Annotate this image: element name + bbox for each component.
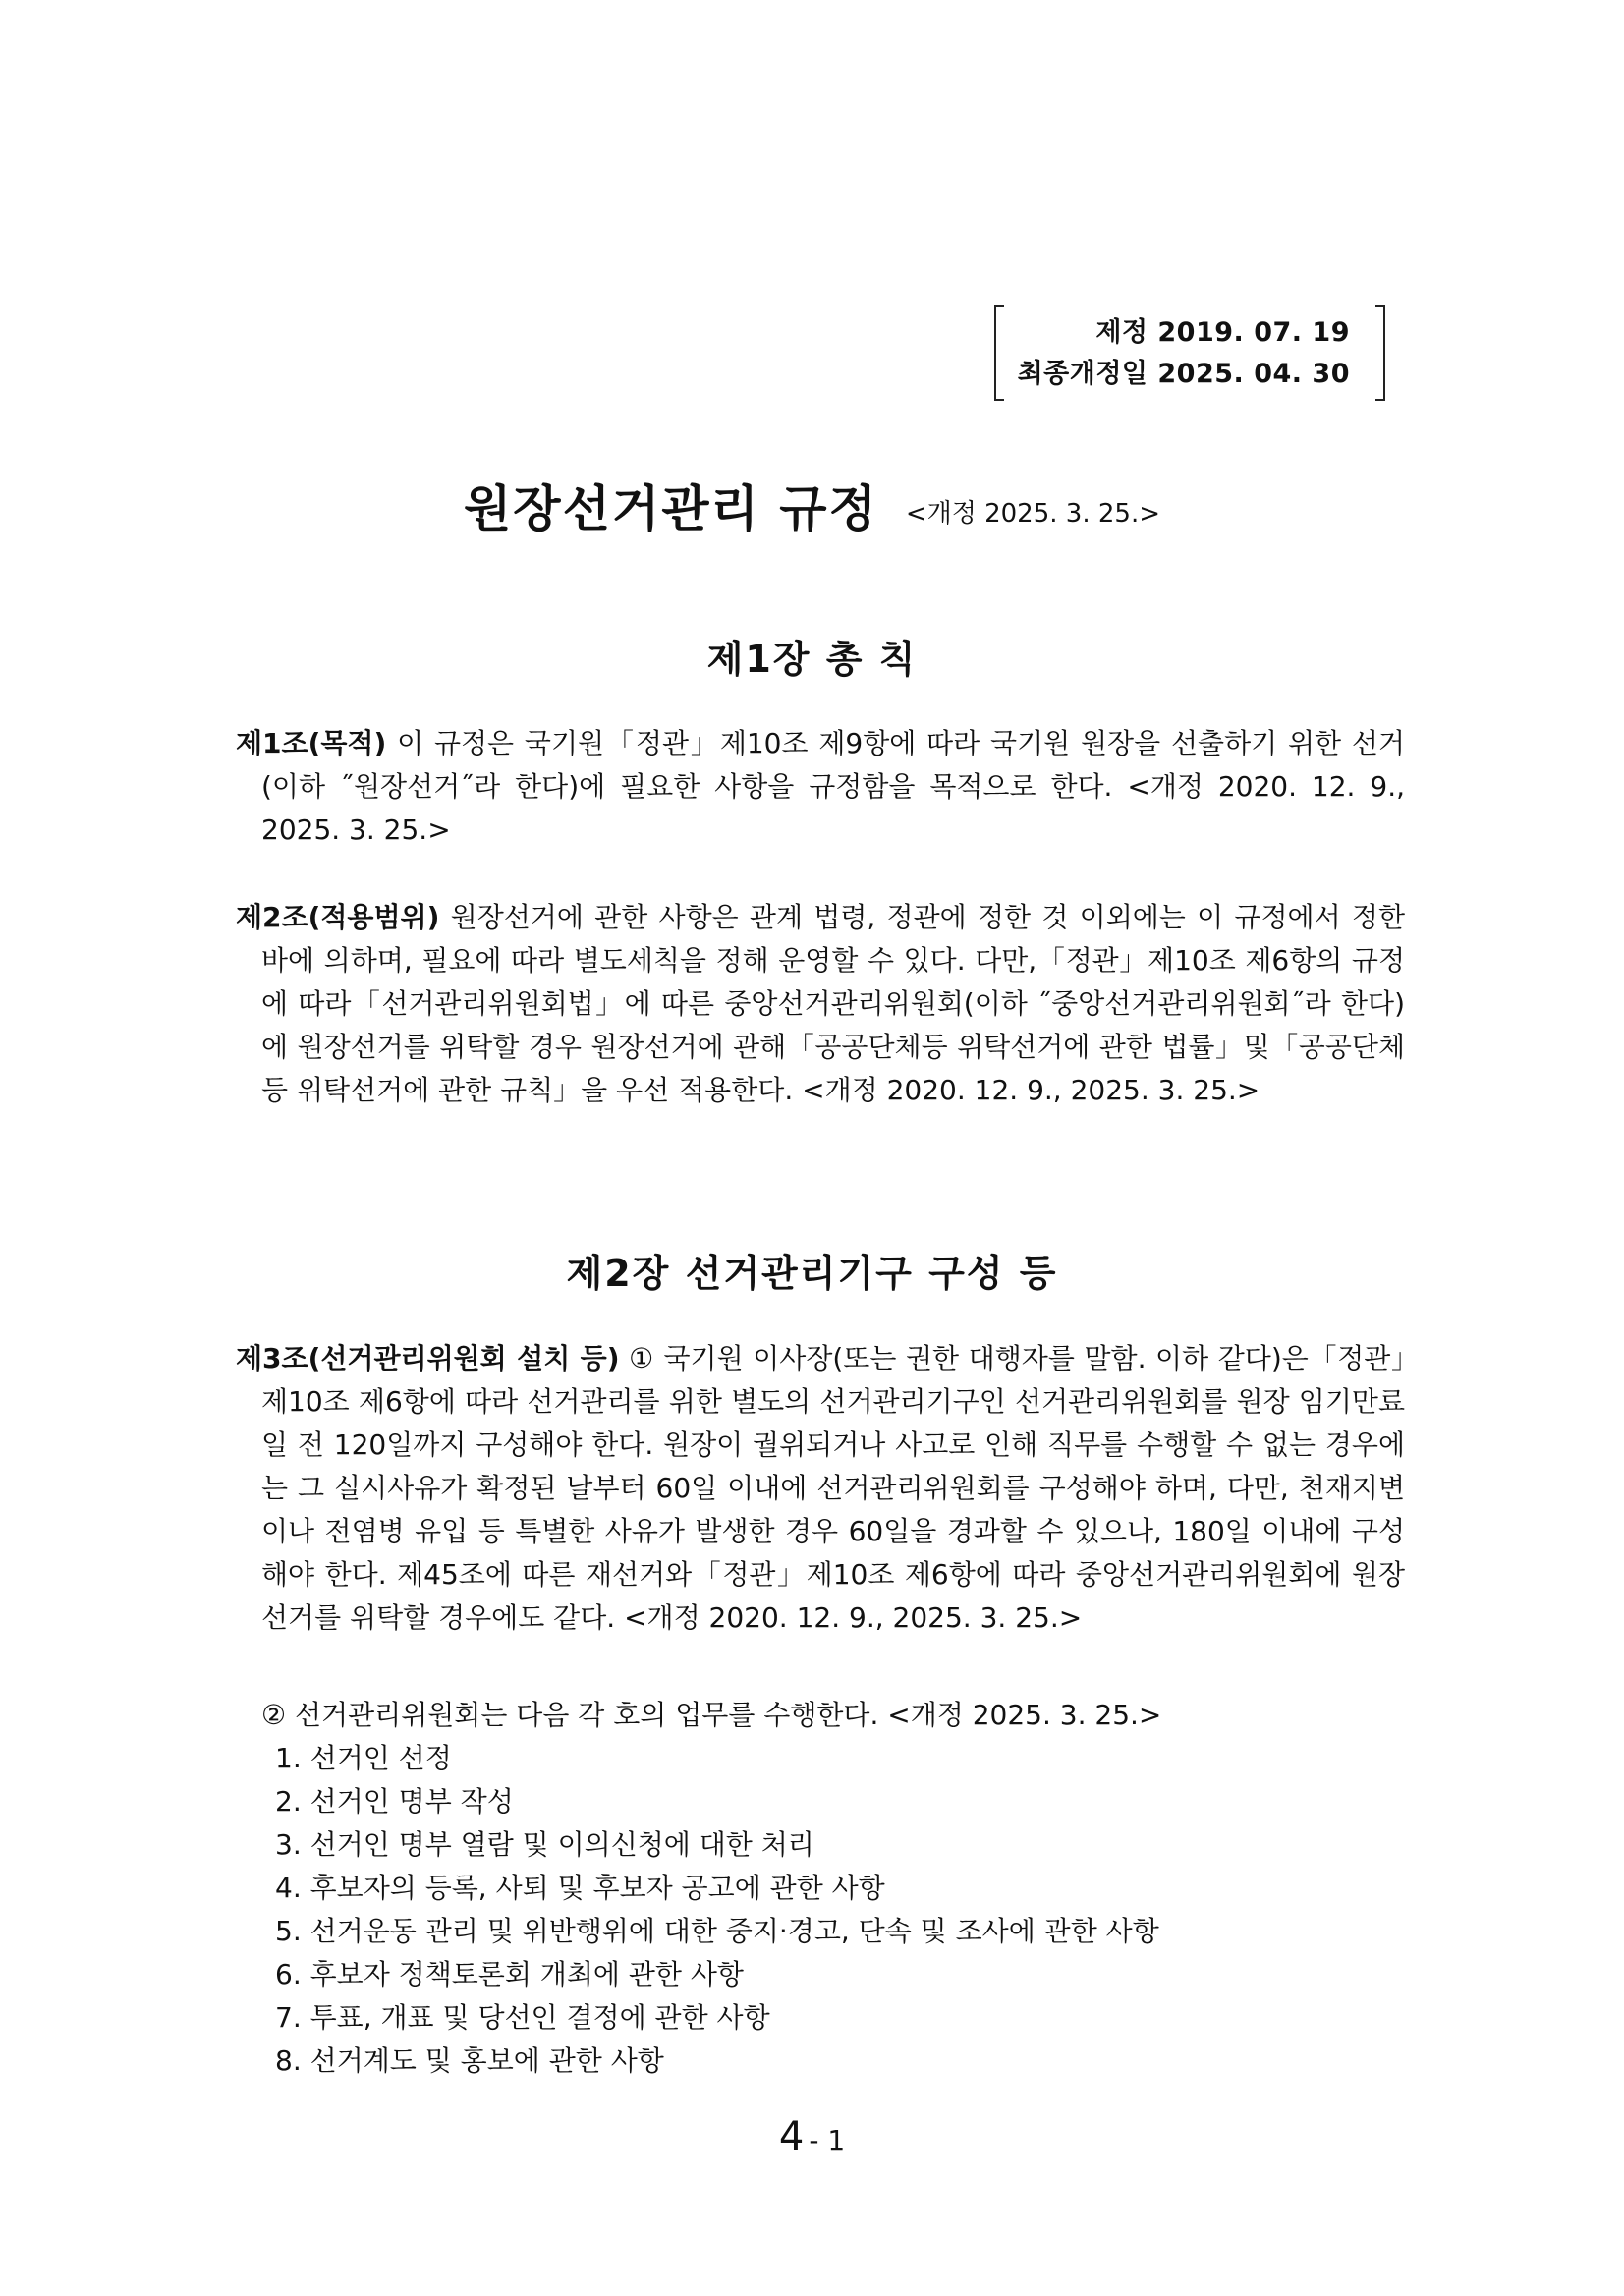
list-item: 8. 선거계도 및 홍보에 관한 사항: [275, 2044, 664, 2077]
list-item: 3. 선거인 명부 열람 및 이의신청에 대한 처리: [275, 1828, 814, 1861]
revision-box: [994, 305, 1385, 401]
article: [236, 722, 1405, 852]
article: [236, 896, 1405, 1112]
list-item: 7. 투표, 개표 및 당선인 결정에 관한 사항: [275, 2001, 770, 2034]
list-item: 5. 선거운동 관리 및 위반행위에 대한 중지·경고, 단속 및 조사에 관한 사항: [275, 1915, 1159, 1947]
article-body: 이 규정은 국기원「정관」제10조 제9항에 따라 국기원 원장을 선출하기 위한 선거(이하 ˝원장선거˝라 한다)에 필요한 사항을 규정함을 목적으로 한다. <개정 2020. 12. 9., 2025. 3. 25.>: [261, 727, 1405, 846]
list-item: 4. 후보자의 등록, 사퇴 및 후보자 공고에 관한 사항: [275, 1872, 885, 1904]
article-body: 원장선거에 관한 사항은 관계 법령, 정관에 정한 것 이외에는 이 규정에서 정한 바에 의하며, 필요에 따라 별도세칙을 정해 운영할 수 있다. 다만,「정관」제10조 제6항의 규정에 따라「선거관리위원회법」에 따른 중앙선거관리위원회(이하 ˝중앙선거관리위원회˝라 한다)에 원장선거를 위탁할 경우 원장선거에 관해「공공단체등 위탁선거에 관한 법률」및「공공단체등 위탁선거에 관한 규칙」을 우선 적용한다. <개정 2020. 12. 9., 2025. 3. 25.>: [261, 901, 1405, 1106]
article: [236, 1337, 1405, 1640]
page-number-main: 4: [778, 2114, 805, 2159]
revision-box-left-bracket: [994, 305, 1004, 401]
list-item: 1. 선거인 선정: [275, 1742, 452, 1774]
page-number-sub: - 1: [809, 2124, 846, 2156]
article-heading: 제3조(선거관리위원회 설치 등): [236, 1342, 620, 1374]
page-number: [0, 2114, 1624, 2159]
article-heading: 제2조(적용범위): [236, 901, 440, 933]
revision-box-right-bracket: [1375, 305, 1385, 401]
enacted-date: 제정 2019. 07. 19: [1095, 317, 1350, 348]
title-row: [0, 470, 1624, 540]
chapter-heading: 제2장 선거관리기구 구성 등: [566, 1252, 1058, 1295]
last-amended-date: 최종개정일 2025. 04. 30: [1017, 359, 1350, 389]
list-item: 2. 선거인 명부 작성: [275, 1785, 514, 1818]
article-paragraph: ② 선거관리위원회는 다음 각 호의 업무를 수행한다. <개정 2025. 3. 25.>: [261, 1699, 1162, 1731]
title-amend-note: <개정 2025. 3. 25.>: [905, 499, 1160, 529]
page-title: 원장선거관리 규정: [464, 480, 878, 537]
article-heading: 제1조(목적): [236, 727, 387, 759]
chapter-heading: 제1장 총 칙: [706, 638, 918, 681]
article-body: ① 국기원 이사장(또는 권한 대행자를 말함. 이하 같다)은「정관」제10조 제6항에 따라 선거관리를 위한 별도의 선거관리기구인 선거관리위원회를 원장 임기만료일 전 120일까지 구성해야 한다. 원장이 궐위되거나 사고로 인해 직무를 수행할 수 없는 경우에는 그 실시사유가 확정된 날부터 60일 이내에 선거관리위원회를 구성해야 하며, 다만, 천재지변이나 전염병 유입 등 특별한 사유가 발생한 경우 60일을 경과할 수 있으나, 180일 이내에 구성해야 한다. 제45조에 따른 재선거와「정관」제10조 제6항에 따라 중앙선거관리위원회에 원장선거를 위탁할 경우에도 같다. <개정 2020. 12. 9., 2025. 3. 25.>: [261, 1342, 1405, 1634]
item-list: [275, 1737, 1159, 2083]
list-item: 6. 후보자 정책토론회 개최에 관한 사항: [275, 1958, 744, 1990]
